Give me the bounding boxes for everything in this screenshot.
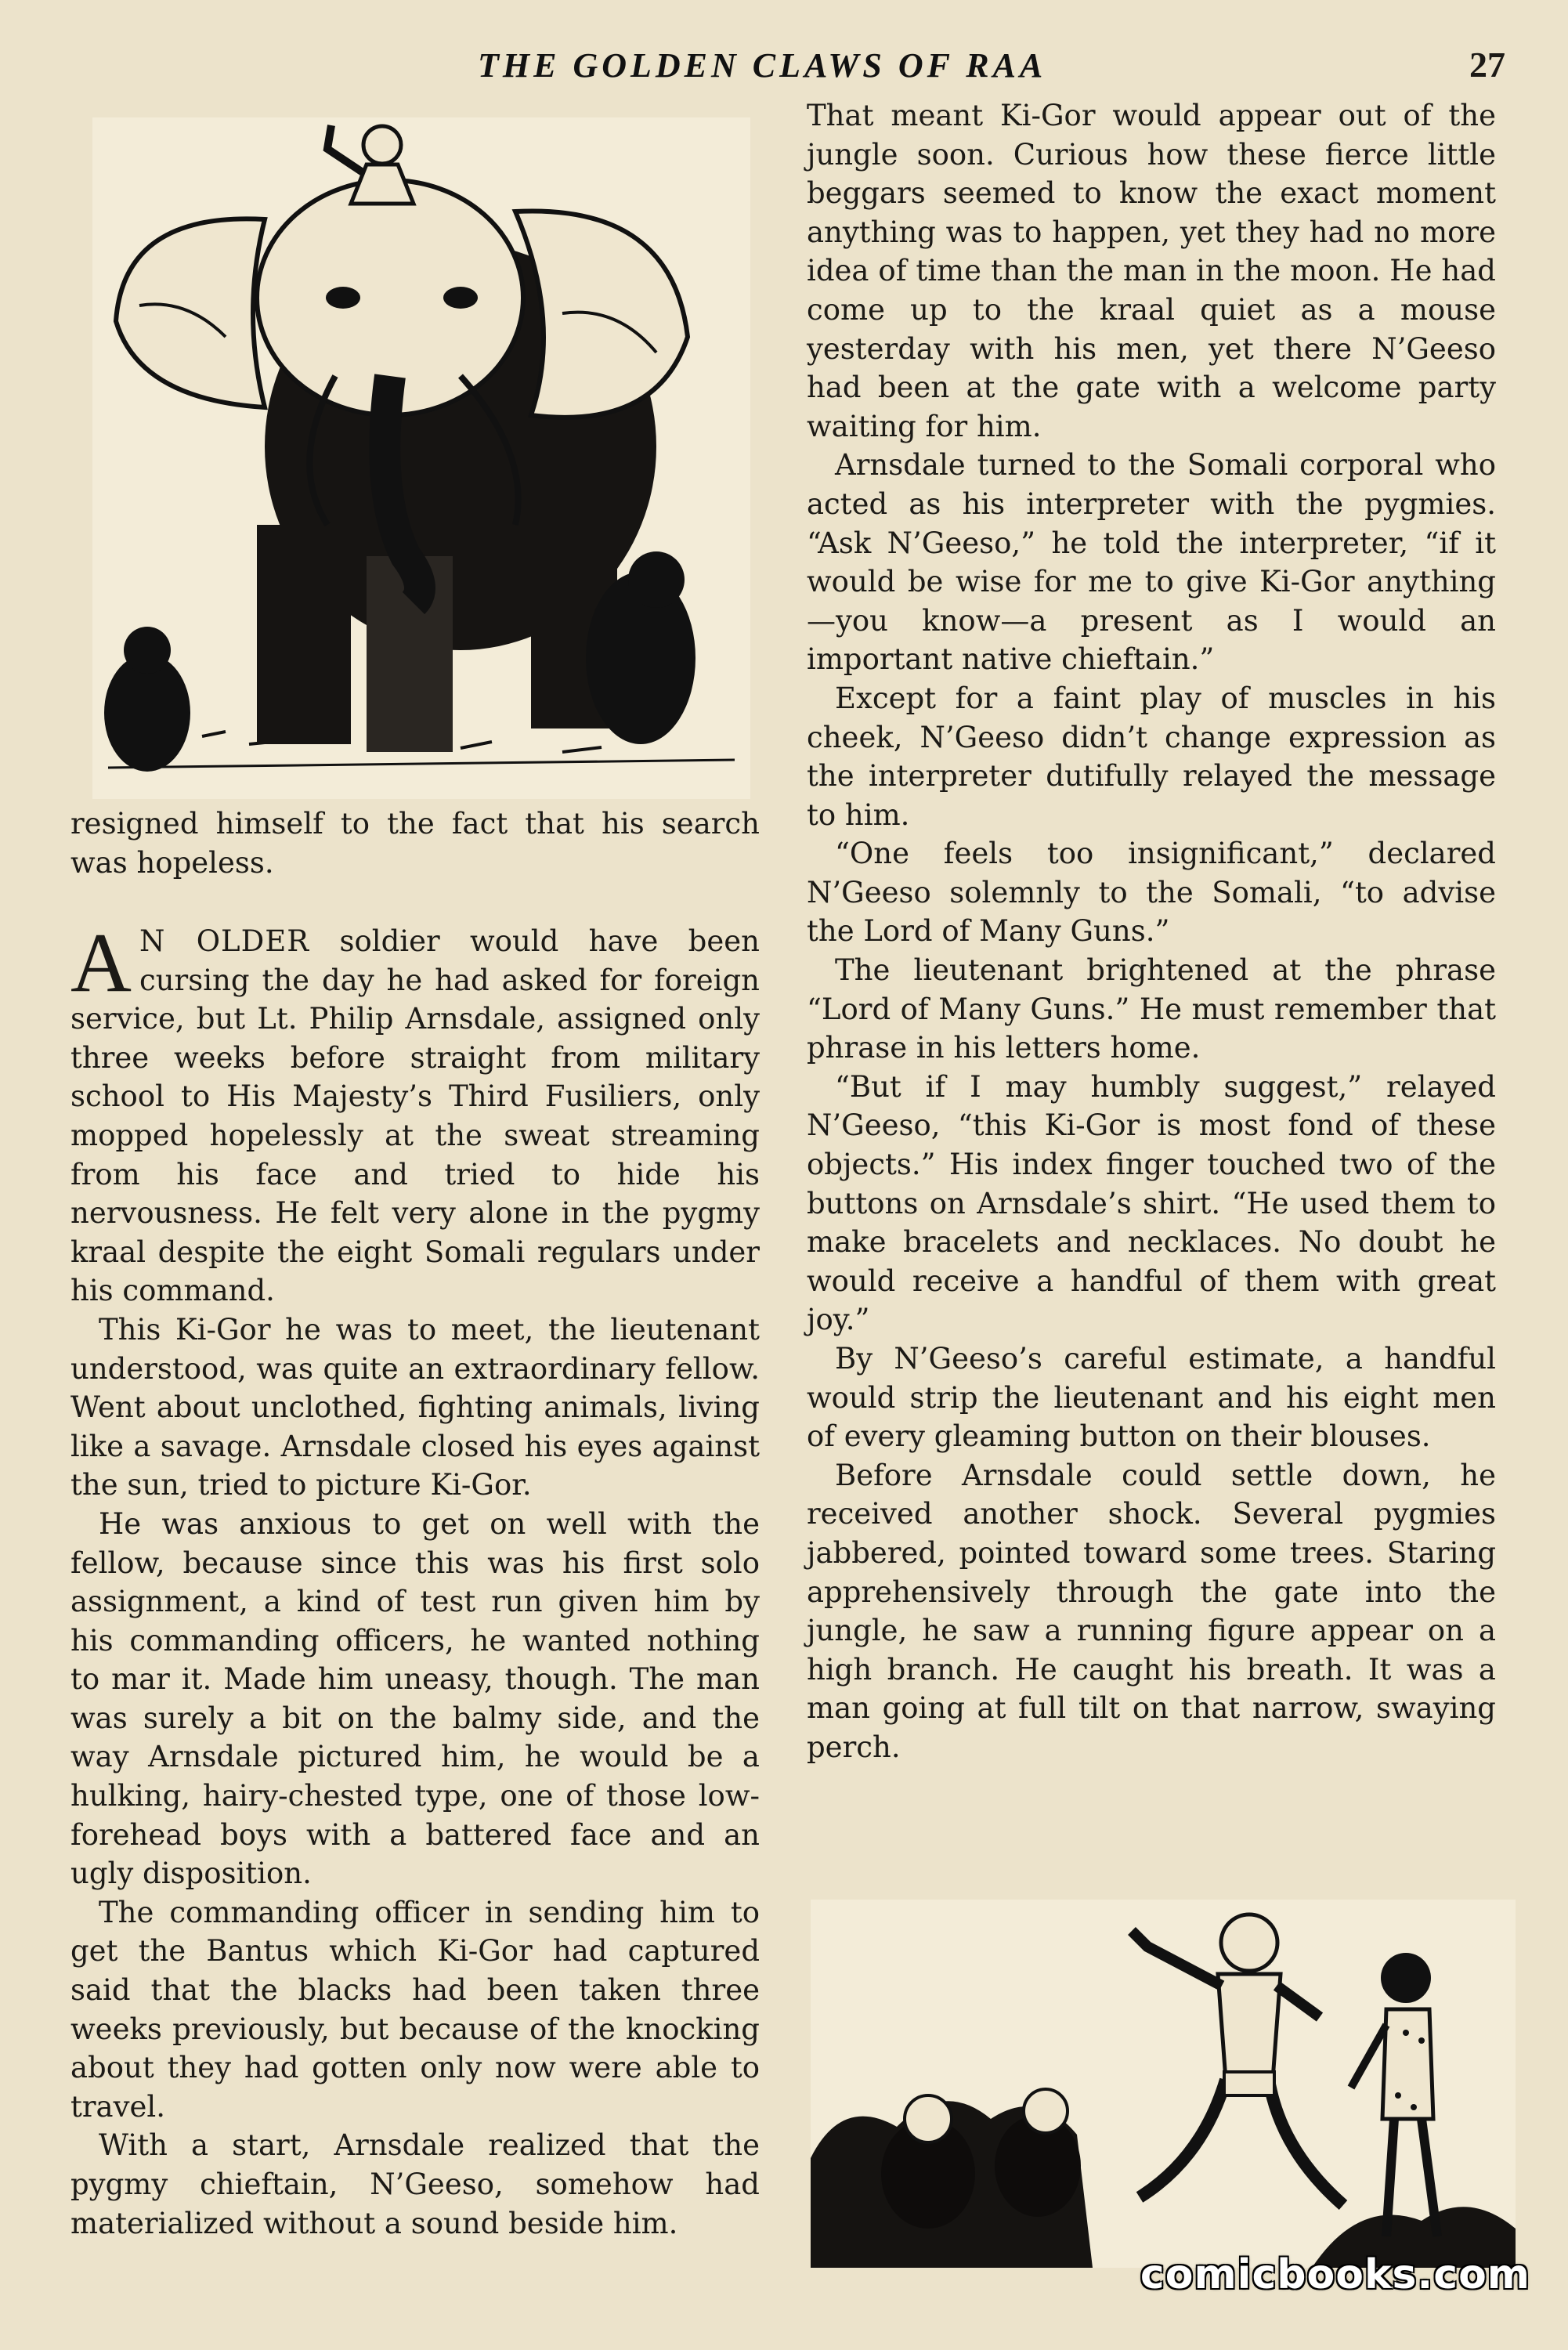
- right-column: [807, 96, 1496, 1767]
- page-header: [0, 45, 1568, 92]
- opening-paragraph-text: soldier would have been cursing the day he had asked for foreign service, but Lt. Philip Arnsdale, assigned only three weeks before straight from military school to His Majesty’s Third Fusiliers, only mopped hopelessly at the sweat streaming from his face and tried to hide his nervousness. He felt very alone in the pygmy kraal despite the eight Somali regulars under his command.: [70, 924, 760, 1308]
- jungle-fight-drawing: [811, 1900, 1516, 2268]
- left-column-continuation: [70, 804, 760, 882]
- watermark: comicbooks.com: [1140, 2251, 1530, 2298]
- elephant-drawing: [92, 118, 750, 799]
- drop-cap: A: [70, 916, 132, 1010]
- paragraph: Arnsdale turned to the Somali corporal who acted as his interpreter with the pygmies. “Ask N’Geeso,” he told the interpreter, “if it would be wise for me to give Ki-Gor anything—you know—a present as I would an important native chieftain.”: [807, 448, 1496, 677]
- elephant-illustration: [92, 118, 750, 799]
- jungle-fight-illustration: [811, 1900, 1516, 2268]
- continuation-paragraph: resigned himself to the fact that his search was hopeless.: [70, 807, 760, 880]
- paragraph: The commanding officer in sending him to get the Bantus which Ki-Gor had captured said that the blacks had been taken three weeks previously, but because of the knocking about they had gotten only now were able to travel.: [70, 1895, 760, 2124]
- paragraph: Except for a faint play of muscles in his cheek, N’Geeso didn’t change expression as the interpreter dutifully relayed the message to him.: [807, 681, 1496, 832]
- left-column: [70, 916, 760, 2243]
- paragraph: That meant Ki-Gor would appear out of the jungle soon. Curious how these fierce little beggars seemed to know the exact moment anything was to happen, yet they had no more idea of time than the man in the moon. He had come up to the kraal quiet as a mouse yesterday with his men, yet there N’Geeso had been at the gate with a welcome party waiting for him.: [807, 99, 1496, 443]
- paragraph: “But if I may humbly suggest,” relayed N’Geeso, “this Ki-Gor is most fond of these objects.” His index finger touched two of the buttons on Arnsdale’s shirt. “He used them to make bracelets and necklaces. No doubt he would receive a handful of them with great joy.”: [807, 1069, 1496, 1337]
- opening-small-caps: N OLDER: [139, 924, 310, 958]
- paragraph: Before Arnsdale could settle down, he received another shock. Several pygmies jabbered, pointed toward some trees. Staring apprehensively through the gate into the jungle, he saw a running figure appear on a high branch. He caught his breath. It was a man going at full tilt on that narrow, swaying perch.: [807, 1458, 1496, 1764]
- paragraph: The lieutenant brightened at the phrase “Lord of Many Guns.” He must remember that phrase in his letters home.: [807, 953, 1496, 1065]
- paragraph: “One feels too insignificant,” declared N’Geeso solemnly to the Somali, “to advise the Lord of Many Guns.”: [807, 837, 1496, 949]
- paragraph: This Ki-Gor he was to meet, the lieutenant understood, was quite an extraordinary fellow. Went about unclothed, fighting animals, living like a savage. Arnsdale closed his eyes against the sun, tried to picture Ki-Gor.: [70, 1312, 760, 1502]
- paragraph: With a start, Arnsdale realized that the pygmy chieftain, N’Geeso, somehow had materialized without a sound beside him.: [70, 2128, 760, 2240]
- paragraph: He was anxious to get on well with the fellow, because since this was his first solo assignment, a kind of test run given him by his commanding officers, he wanted nothing to mar it. Made him uneasy, though. The man was surely a bit on the balmy side, and the way Arnsdale pictured him, he would be a hulking, hairy-chested type, one of those low-forehead boys with a battered face and an ugly disposition.: [70, 1506, 760, 1891]
- page-number: 27: [1469, 45, 1505, 85]
- paragraph: By N’Geeso’s careful estimate, a handful would strip the lieutenant and his eight men of every gleaming button on their blouses.: [807, 1342, 1496, 1454]
- running-title: THE GOLDEN CLAWS OF RAA: [478, 46, 1047, 85]
- opening-paragraph: [70, 916, 760, 1311]
